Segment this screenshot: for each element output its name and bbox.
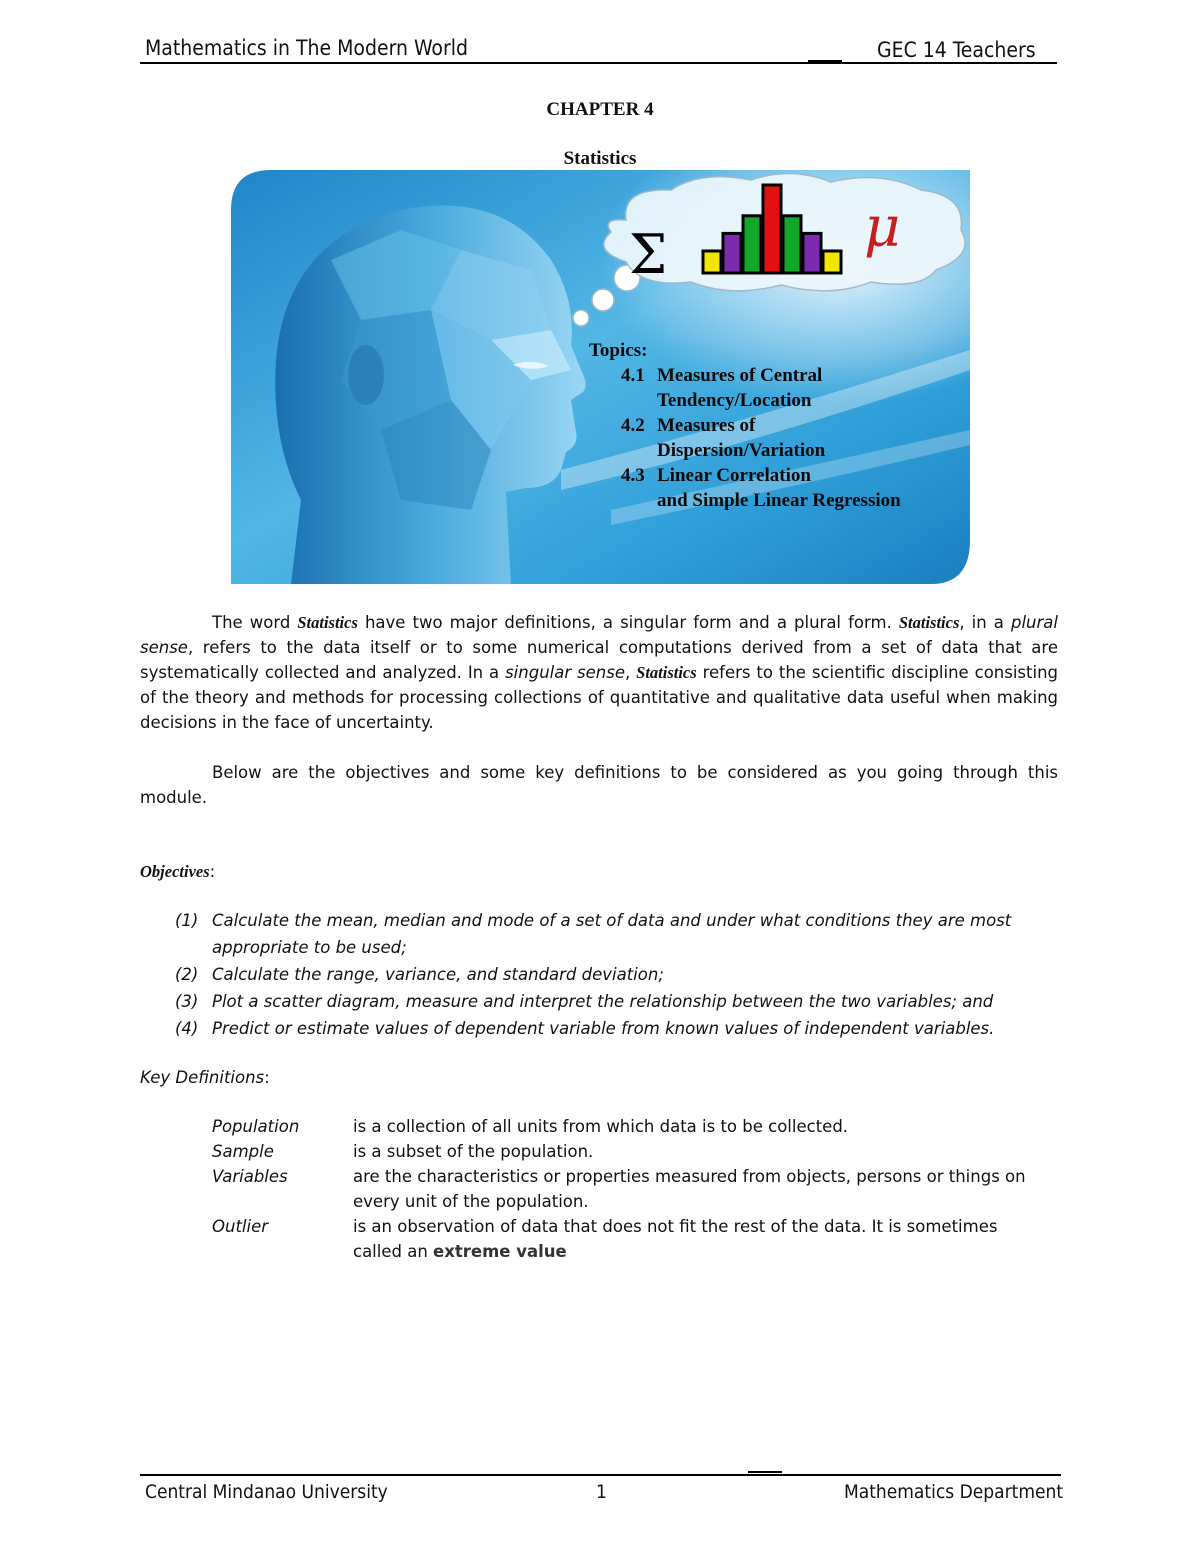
histogram-bar (763, 185, 781, 273)
topic-label: Measures of Central (657, 365, 823, 386)
objective-text: Plot a scatter diagram, measure and interpret the relationship between the two variables; and (212, 992, 994, 1011)
definition-term: Population (212, 1117, 300, 1136)
topic-label: Tendency/Location (657, 390, 812, 411)
header-right: GEC 14 Teachers (877, 38, 1036, 62)
sigma-symbol: Σ (629, 223, 668, 286)
topic-number: 4.1 (621, 365, 645, 386)
definition-text: is a subset of the population. (353, 1142, 594, 1161)
objectives-list (175, 907, 1065, 1042)
intro-text: , refers to the data itself or to some numerical computations derived from a set of data that are systematically collected and analyzed. In a (140, 638, 1058, 682)
header-rule (140, 62, 1057, 64)
footer-rule-accent (748, 1471, 782, 1473)
page-title: Statistics (563, 148, 637, 169)
histogram-bar (703, 251, 721, 273)
definition-body (353, 1164, 1032, 1214)
objectives-colon: : (209, 862, 216, 881)
histogram-bar (743, 216, 761, 273)
objectives-heading (140, 859, 215, 884)
objective-number: (2) (175, 965, 199, 984)
definition-item (212, 1164, 1032, 1214)
statistics-term: Statistics (898, 613, 960, 632)
definition-text: is an observation of data that does not fit the rest of the data. It is sometimes called an (353, 1217, 998, 1261)
statistics-term: Statistics (636, 663, 697, 682)
objective-number: (4) (175, 1019, 199, 1038)
footer-right: Mathematics Department (844, 1481, 1064, 1503)
intro-text: refers to the scientific discipline consisting of the theory and methods for processing collections of quantitative and qualitative data useful when making decisions in the face of uncertainty. (140, 663, 1059, 732)
key-definitions-list (212, 1114, 1032, 1264)
topic-item (589, 463, 959, 488)
definition-term: Outlier (212, 1217, 269, 1236)
topic-label: Dispersion/Variation (657, 440, 826, 461)
header-rule-accent (808, 60, 842, 62)
intro-text: The word (212, 613, 298, 632)
module-paragraph: Below are the objectives and some key definitions to be considered as you going through this module. (140, 763, 1058, 807)
objective-item (175, 1015, 1065, 1042)
objective-item (175, 907, 1065, 961)
key-definitions-heading-text: Key Definitions (140, 1068, 265, 1087)
histogram-bar (723, 233, 741, 273)
topics-heading: Topics: (589, 340, 648, 361)
definition-text: is a collection of all units from which data is to be collected. (353, 1117, 849, 1136)
definition-emphasis: extreme value (433, 1242, 567, 1261)
topic-item-continuation (589, 438, 959, 463)
objective-number: (3) (175, 992, 199, 1011)
definition-term: Sample (212, 1142, 274, 1161)
topic-number: 4.3 (621, 465, 645, 486)
objective-text: Predict or estimate values of dependent variable from known values of independent variables. (212, 1019, 995, 1038)
definition-body (353, 1139, 1032, 1164)
topic-label: Linear Correlation (657, 465, 811, 486)
objectives-heading-text: Objectives (140, 862, 210, 881)
topic-label: Measures of (657, 415, 756, 436)
objective-item (175, 961, 1065, 988)
histogram-bar (783, 216, 801, 273)
key-definitions-colon: : (264, 1068, 270, 1087)
statistics-term: Statistics (297, 613, 358, 632)
definition-item (212, 1114, 1032, 1139)
footer-left: Central Mindanao University (145, 1481, 388, 1503)
definition-body (353, 1114, 1032, 1139)
intro-text: have two major definitions, a singular form and a plural form. (357, 613, 899, 632)
intro-paragraph (140, 610, 1058, 735)
topic-item (589, 363, 959, 388)
header-left: Mathematics in The Modern World (145, 36, 468, 60)
intro-text: , in a (959, 613, 1011, 632)
topic-item-continuation (589, 388, 959, 413)
definition-text: are the characteristics or properties measured from objects, persons or things on every unit of the population. (353, 1167, 1026, 1211)
key-definitions-heading (140, 1065, 270, 1090)
topic-number: 4.2 (621, 415, 645, 436)
topic-item-continuation (589, 488, 959, 513)
objective-text: Calculate the range, variance, and standard deviation; (212, 965, 664, 984)
objective-number: (1) (175, 911, 199, 930)
topic-item (589, 413, 959, 438)
topic-label: and Simple Linear Regression (657, 490, 901, 511)
plural-sense-term: plural sense (140, 613, 1058, 657)
intro-text: , (625, 663, 637, 682)
definition-item (212, 1139, 1032, 1164)
topics-list (589, 338, 959, 513)
singular-sense-term: singular sense (505, 663, 625, 682)
histogram-bar (803, 233, 821, 273)
mu-symbol: μ (864, 195, 901, 260)
chapter-banner (231, 170, 970, 584)
page-number: 1 (596, 1481, 607, 1503)
histogram-bar (823, 251, 841, 273)
objective-item (175, 988, 1065, 1015)
definition-body (353, 1214, 1032, 1264)
footer-rule (140, 1474, 1061, 1476)
definition-term: Variables (212, 1167, 288, 1186)
chapter-title: CHAPTER 4 (546, 99, 654, 120)
objective-text: Calculate the mean, median and mode of a set of data and under what conditions they are most appropriate to be used; (212, 911, 1012, 957)
definition-item (212, 1214, 1032, 1264)
